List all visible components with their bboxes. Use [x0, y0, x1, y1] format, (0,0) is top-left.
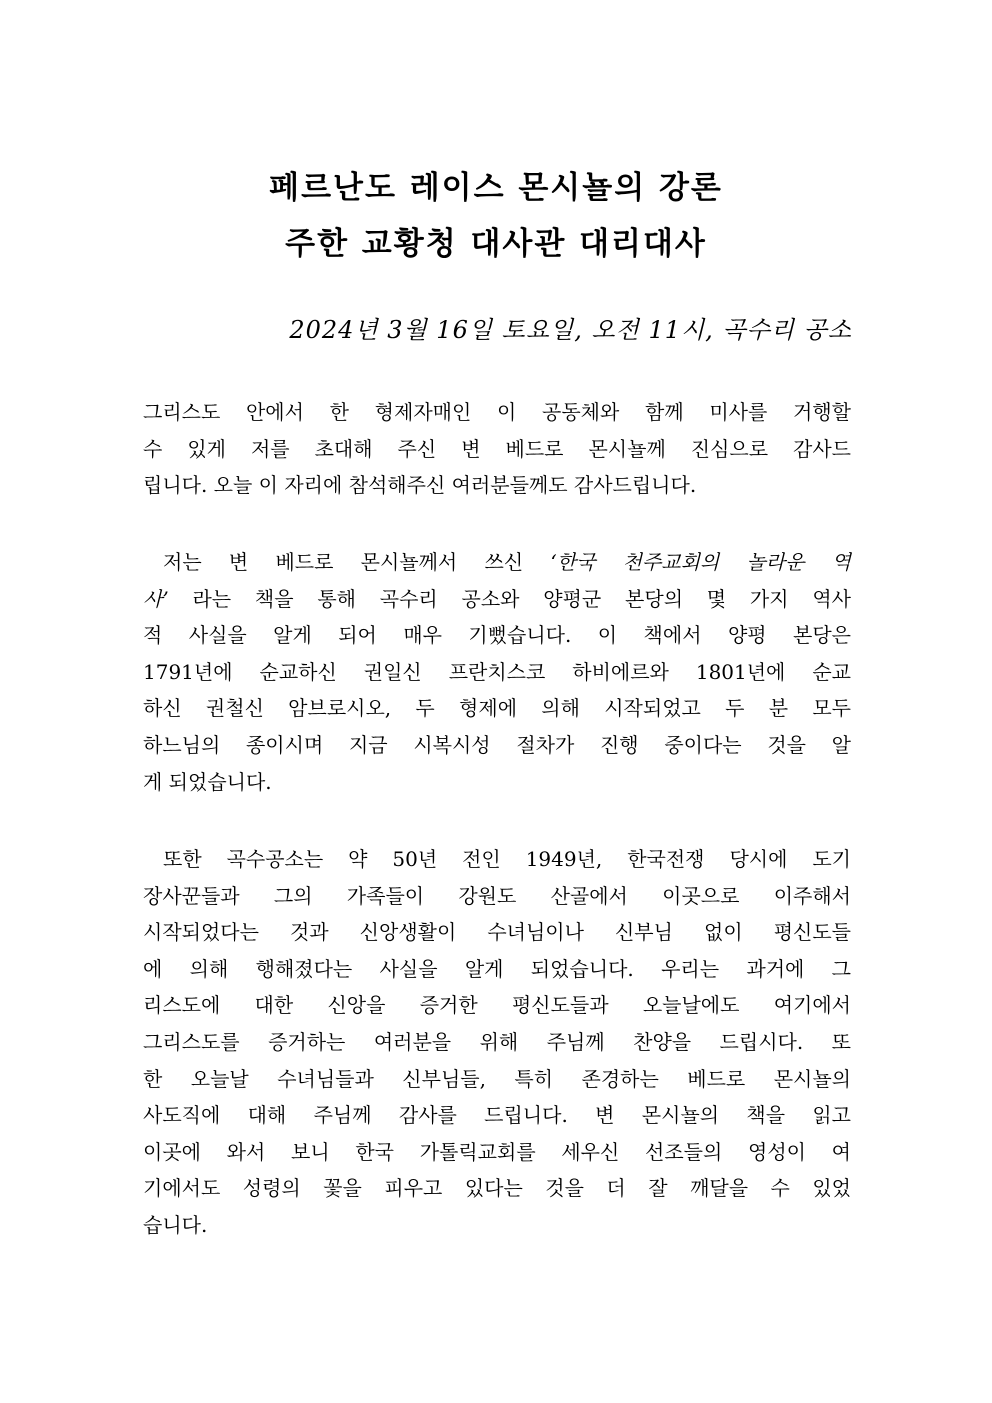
text-line: 습니다.	[143, 1212, 208, 1237]
text-line	[143, 544, 851, 581]
text-line: 사도직에 대해 주님께 감사를 드립니다. 변 몬시뇰의 책을 읽고	[143, 1103, 851, 1128]
paragraph-1	[143, 394, 851, 504]
text-line: 게 되었습니다.	[143, 769, 272, 794]
text-line: 이곳에 와서 보니 한국 가톨릭교회를 세우신 선조들의 영성이 여	[143, 1139, 851, 1164]
book-title-end: 사’	[143, 586, 169, 611]
text-line: 적 사실을 알게 되어 매우 기뻤습니다. 이 책에서 양평 본당은	[143, 623, 851, 648]
text-line: 리스도에 대한 신앙을 증거한 평신도들과 오늘날에도 여기에서	[143, 993, 851, 1018]
text-line: 수 있게 저를 초대해 주신 변 베드로 몬시뇰께 진심으로 감사드	[143, 436, 851, 461]
text-line: 1791년에 순교하신 권일신 프란치스코 하비에르와 1801년에 순교	[143, 659, 851, 684]
text-line: 한 오늘날 수녀님들과 신부님들, 특히 존경하는 베드로 몬시뇰의	[143, 1066, 851, 1091]
title-line-2: 주한 교황청 대사관 대리대사	[285, 226, 707, 262]
paragraph-2	[143, 544, 851, 800]
text-line: 그리스도를 증거하는 여러분을 위해 주님께 찬양을 드립시다. 또	[143, 1029, 851, 1054]
text-line: 하신 권철신 암브로시오, 두 형제에 의해 시작되었고 두 분 모두	[143, 696, 851, 721]
text-line: 에 의해 행해졌다는 사실을 알게 되었습니다. 우리는 과거에 그	[143, 956, 851, 981]
book-title: ‘한국 천주교회의 놀라운 역	[550, 550, 852, 574]
text-line: 또한 곡수공소는 약 50년 전인 1949년, 한국전쟁 당시에 도기	[163, 847, 851, 871]
text-line: 장사꾼들과 그의 가족들이 강원도 산골에서 이곳으로 이주해서	[143, 883, 851, 908]
text-line: 그리스도 안에서 한 형제자매인 이 공동체와 함께 미사를 거행할	[143, 400, 851, 424]
paragraph-3	[143, 841, 851, 1244]
text-line: 립니다. 오늘 이 자리에 참석해주신 여러분들께도 감사드립니다.	[143, 473, 697, 498]
text-line: 하느님의 종이시며 지금 시복시성 절차가 진행 중이다는 것을 알	[143, 732, 851, 757]
text-run: 라는 책을 통해 곡수리 공소와 양평군 본당의 몇 가지 역사	[168, 586, 851, 611]
homily-title	[0, 160, 992, 272]
text-line: 시작되었다는 것과 신앙생활이 수녀님이나 신부님 없이 평신도들	[143, 920, 851, 945]
title-line-1: 페르난도 레이스 몬시뇰의 강론	[269, 170, 723, 206]
text-run: 저는 변 베드로 몬시뇰께서 쓰신	[163, 550, 551, 574]
text-line: 기에서도 성령의 꽃을 피우고 있다는 것을 더 잘 깨달을 수 있었	[143, 1176, 851, 1201]
dateline: 2024년 3월 16일 토요일, 오전 11시, 곡수리 공소	[289, 316, 852, 344]
text-line	[143, 581, 851, 618]
